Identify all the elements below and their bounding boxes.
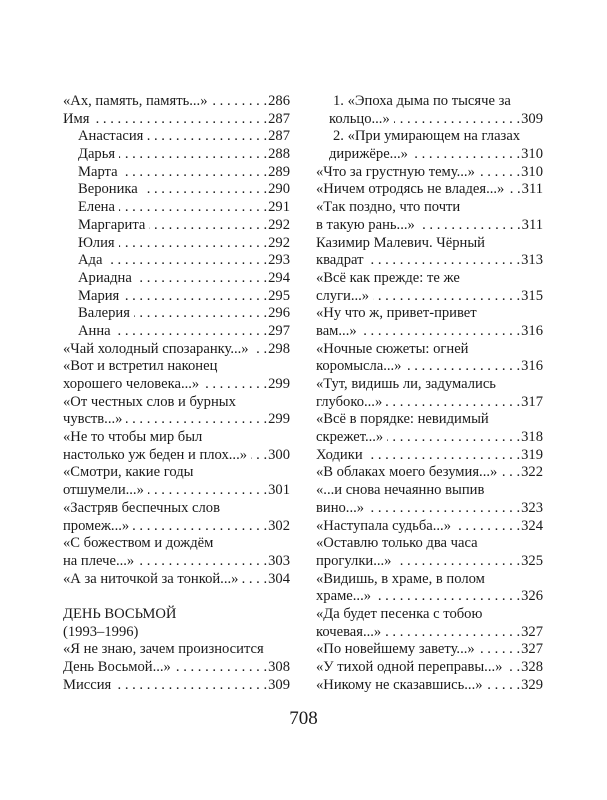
toc-entry-title: Марта: [78, 163, 118, 180]
toc-entry-line: [63, 270, 290, 288]
toc-entry[interactable]: [316, 464, 543, 482]
toc-page-number: 329: [521, 676, 543, 693]
toc-entry-title: на плече...»: [63, 552, 135, 569]
toc-entry[interactable]: [316, 199, 543, 234]
dot-leader: [405, 358, 520, 376]
toc-entry-title: «Я не знаю, зачем произносится: [63, 641, 264, 658]
dot-leader: [508, 181, 520, 199]
toc-entry-line: [63, 553, 290, 571]
toc-entry-title: Миссия: [63, 676, 112, 693]
dot-leader: [126, 411, 267, 429]
toc-page-number: 295: [268, 287, 290, 304]
dot-leader: [368, 500, 520, 518]
toc-entry-line: [316, 447, 543, 465]
dot-leader: [134, 305, 267, 323]
toc-page-number: 288: [268, 146, 290, 163]
toc-page-number: 318: [521, 429, 543, 446]
toc-entry[interactable]: [63, 270, 290, 288]
toc-entry-line: [63, 659, 290, 677]
toc-page-number: 328: [521, 659, 543, 675]
toc-entry-line: [316, 146, 543, 164]
toc-entry-line: [316, 270, 543, 288]
toc-entry-line: [316, 323, 543, 341]
toc-entry-line: [316, 376, 543, 394]
dot-leader: [455, 518, 520, 536]
toc-entry-title: вино...»: [316, 499, 365, 516]
toc-entry-title: «А за ниточкой за тонкой...»: [63, 570, 239, 587]
toc-entry-line: [63, 181, 290, 199]
dot-leader: [251, 447, 267, 465]
dot-leader: [375, 588, 520, 606]
toc-entry-line: [316, 677, 543, 695]
toc-page-number: 289: [268, 163, 290, 180]
toc-entry[interactable]: [63, 93, 290, 111]
toc-entry-title: 1. «Эпоха дыма по тысяче за: [333, 93, 511, 109]
toc-entry-title: Мария: [78, 287, 120, 304]
toc-entry-title: Ада: [78, 252, 103, 269]
dot-leader: [115, 323, 267, 341]
toc-entry-line: [316, 235, 543, 253]
toc-entry-line: [63, 235, 290, 253]
toc-entry-title: 2. «При умирающем на глазах: [333, 128, 521, 145]
toc-entry-title: «Не то чтобы мир был: [63, 429, 203, 446]
toc-entry[interactable]: [63, 323, 290, 341]
toc-entry[interactable]: [63, 394, 290, 429]
toc-page-number: 298: [268, 340, 290, 357]
dot-leader: [501, 464, 520, 482]
toc-entry[interactable]: [316, 641, 543, 659]
toc-entry-line: [63, 164, 290, 182]
toc-entry-line: [316, 252, 543, 270]
toc-page-number: 326: [521, 588, 543, 605]
toc-entry-line: [63, 376, 290, 394]
toc-entry-line: [63, 146, 290, 164]
toc-page-number: 287: [268, 128, 290, 145]
toc-page-number: 294: [268, 269, 290, 286]
toc-page-number: 308: [268, 659, 290, 675]
toc-entry-line: [63, 341, 290, 359]
toc-entry-title: «Да будет песенка с тобою: [316, 605, 483, 622]
toc-entry-title: «В облаках моего безумия...»: [316, 464, 498, 481]
toc-entry[interactable]: [316, 235, 543, 270]
toc-entry[interactable]: [63, 535, 290, 570]
toc-entry-title: скрежет...»: [316, 429, 384, 446]
toc-entry-title: квадрат: [316, 252, 364, 269]
toc-entry[interactable]: [316, 659, 543, 677]
section-heading: [63, 606, 290, 624]
toc-page-number: 316: [521, 322, 543, 339]
toc-entry-title: «Вот и встретил наконец: [63, 358, 218, 375]
toc-page-number: 327: [521, 623, 543, 640]
toc-entry-title: в такую рань...»: [316, 216, 415, 233]
dot-leader: [119, 235, 267, 253]
toc-entry-line: [316, 624, 543, 642]
toc-entry-title: отшумели...»: [63, 482, 144, 499]
toc-entry-line: [316, 217, 543, 235]
toc-entry-title: прогулки...»: [316, 552, 392, 569]
toc-entry-title: глубоко...»: [316, 393, 383, 410]
toc-page-number: 286: [268, 93, 290, 109]
toc-entry-title: «Видишь, в храме, в полом: [316, 570, 485, 587]
dot-leader: [212, 93, 268, 111]
toc-page-number: 310: [521, 163, 543, 180]
toc-entry-title: Анна: [78, 322, 111, 339]
toc-entry-line: [63, 677, 290, 695]
dot-leader: [175, 659, 267, 677]
toc-entry[interactable]: [316, 128, 543, 163]
toc-entry-title: чувств...»: [63, 411, 123, 428]
dot-leader: [373, 288, 520, 306]
toc-page-number: 293: [268, 252, 290, 269]
toc-page-number: 299: [268, 376, 290, 392]
toc-entry-line: [316, 429, 543, 447]
toc-entry-title: «Застряв беспечных слов: [63, 499, 220, 516]
toc-entry-line: [63, 199, 290, 217]
toc-entry[interactable]: [63, 305, 290, 323]
toc-entry[interactable]: [63, 164, 290, 182]
toc-page-number: 300: [268, 446, 290, 463]
toc-entry-line: [63, 535, 290, 553]
toc-entry-line: [63, 394, 290, 412]
toc-entry[interactable]: [316, 571, 543, 606]
toc-entry-title: кольцо...»: [329, 110, 390, 127]
toc-entry-line: [316, 128, 543, 146]
toc-entry-title: Маргарита: [78, 216, 146, 233]
toc-entry-line: [63, 128, 290, 146]
toc-entry-title: «Чай холодный спозаранку...»: [63, 340, 249, 357]
toc-entry-line: [63, 500, 290, 518]
toc-entry-title: кочевая...»: [316, 623, 382, 640]
toc-right-column: [316, 93, 543, 694]
toc-entry-line: [316, 535, 543, 553]
dot-leader: [412, 146, 520, 164]
toc-entry[interactable]: [316, 164, 543, 182]
toc-entry[interactable]: [63, 199, 290, 217]
toc-page-number: 324: [521, 517, 543, 534]
toc-entry-line: [316, 606, 543, 624]
toc-entry-line: [316, 553, 543, 571]
toc-entry-title: Анастасия: [78, 128, 144, 145]
toc-entry[interactable]: [63, 464, 290, 499]
toc-page-number: 309: [268, 676, 290, 693]
toc-entry-line: [316, 358, 543, 376]
toc-page-number: 296: [268, 305, 290, 322]
toc-entry-line: [316, 288, 543, 306]
toc-entry[interactable]: [63, 181, 290, 199]
dot-leader: [138, 553, 267, 571]
toc-entry-line: [63, 571, 290, 589]
toc-page-number: 310: [521, 146, 543, 163]
dot-leader: [147, 128, 267, 146]
toc-page-number: 287: [268, 110, 290, 127]
section-heading-text: ДЕНЬ ВОСЬМОЙ: [63, 605, 177, 622]
dot-leader: [367, 252, 520, 270]
toc-entry-line: [316, 500, 543, 518]
toc-page-number: 316: [521, 358, 543, 375]
toc-entry-line: [316, 411, 543, 429]
toc-entry-title: храме...»: [316, 588, 372, 605]
toc-entry-line: [63, 252, 290, 270]
dot-leader: [136, 270, 267, 288]
toc-entry-title: промеж...»: [63, 517, 130, 534]
toc-entry-title: Юлия: [78, 234, 115, 251]
dot-leader: [106, 252, 267, 270]
toc-entry-title: дирижёре...»: [329, 146, 408, 163]
toc-entry-line: [316, 659, 543, 677]
toc-entry-title: «От честных слов и бурных: [63, 393, 236, 410]
toc-entry-line: [63, 288, 290, 306]
dot-leader: [361, 323, 520, 341]
toc-entry[interactable]: [63, 217, 290, 235]
toc-entry-line: [316, 588, 543, 606]
dot-leader: [149, 217, 267, 235]
dot-leader: [123, 288, 267, 306]
toc-entry-title: Валерия: [78, 305, 130, 322]
toc-entry-title: «Никому не сказавшись...»: [316, 676, 483, 693]
toc-entry-line: [316, 394, 543, 412]
toc-page-number: 301: [268, 482, 290, 499]
toc-entry-line: [63, 464, 290, 482]
toc-entry[interactable]: [316, 482, 543, 517]
dot-leader: [253, 341, 268, 359]
toc-page-number: 323: [521, 499, 543, 516]
toc-entry-title: «Оставлю только два часа: [316, 535, 478, 552]
toc-entry[interactable]: [63, 677, 290, 695]
toc-entry-title: Дарья: [78, 146, 116, 163]
toc-entry-line: [316, 641, 543, 659]
toc-entry-line: [316, 181, 543, 199]
toc-page-number: 311: [521, 216, 543, 233]
section-heading-text: (1993–1996): [63, 623, 139, 640]
toc-entry-line: [316, 199, 543, 217]
dot-leader: [94, 111, 268, 129]
toc-entry-title: «Смотри, какие годы: [63, 464, 194, 481]
toc-entry[interactable]: [63, 641, 290, 676]
dot-leader: [419, 217, 521, 235]
toc-entry-line: [63, 429, 290, 447]
toc-entry[interactable]: [316, 518, 543, 536]
toc-entry-line: [316, 482, 543, 500]
toc-entry-title: «Тут, видишь ли, задумались: [316, 376, 496, 392]
toc-entry-line: [63, 323, 290, 341]
dot-leader: [506, 659, 520, 677]
toc-entry[interactable]: [63, 429, 290, 464]
toc-page-number: 319: [521, 446, 543, 463]
toc-entry-line: [316, 464, 543, 482]
toc-page-number: 322: [521, 464, 543, 481]
toc-entry-line: [316, 305, 543, 323]
toc-entry-title: «У тихой одной переправы...»: [316, 659, 503, 675]
toc-page-number: 311: [521, 181, 543, 198]
toc-entry-title: настолько уж беден и плох...»: [63, 446, 248, 463]
toc-entry-line: [316, 93, 543, 111]
toc-entry-line: [316, 571, 543, 589]
toc-page-number: 309: [521, 110, 543, 127]
toc-entry-line: [63, 305, 290, 323]
toc-entry-title: Ариадна: [78, 269, 132, 286]
toc-entry-line: [316, 341, 543, 359]
toc-entry[interactable]: [63, 146, 290, 164]
toc-entry[interactable]: [63, 111, 290, 129]
toc-page-number: 292: [268, 216, 290, 233]
toc-entry-title: хорошего человека...»: [63, 376, 200, 392]
dot-leader: [119, 146, 267, 164]
toc-page-number: 327: [521, 641, 543, 658]
dot-leader: [387, 429, 520, 447]
toc-left-column: [63, 93, 290, 694]
toc-entry-title: Имя: [63, 110, 90, 127]
dot-leader: [487, 677, 521, 695]
toc-entry-line: [63, 217, 290, 235]
toc-entry[interactable]: [63, 128, 290, 146]
toc-entry-line: [63, 411, 290, 429]
toc-entry-title: «Ночные сюжеты: огней: [316, 340, 469, 357]
toc-entry-line: [63, 93, 290, 111]
toc-page-number: 315: [521, 287, 543, 304]
toc-entry[interactable]: [316, 270, 543, 305]
toc-entry[interactable]: [63, 500, 290, 535]
toc-entry[interactable]: [63, 571, 290, 589]
toc-page-number: 317: [521, 393, 543, 410]
toc-entry[interactable]: [316, 606, 543, 641]
toc-page-number: 290: [268, 181, 290, 198]
toc-page-number: 291: [268, 199, 290, 216]
toc-entry[interactable]: [316, 447, 543, 465]
spacer: [63, 588, 290, 606]
dot-leader: [385, 624, 520, 642]
toc-entry[interactable]: [63, 358, 290, 393]
dot-leader: [133, 518, 267, 536]
toc-entry[interactable]: [316, 341, 543, 376]
toc-entry-title: «Так поздно, что почти: [316, 199, 461, 216]
toc-page-number: 292: [268, 234, 290, 251]
toc-entry-line: [63, 518, 290, 536]
toc-entry-title: День Восьмой...»: [63, 659, 171, 675]
toc-entry-title: коромысла...»: [316, 358, 402, 375]
toc-page-number: 325: [521, 552, 543, 569]
toc-entry-line: [63, 482, 290, 500]
toc-page-number: 304: [268, 570, 290, 587]
toc-entry[interactable]: [63, 235, 290, 253]
toc-entry-title: «По новейшему завету...»: [316, 641, 475, 658]
toc-entry-title: «Что за грустную тему...»: [316, 163, 475, 180]
toc-entry-title: «Всё в порядке: невидимый: [316, 411, 489, 428]
toc-entry-title: «Ах, память, память...»: [63, 93, 208, 109]
toc-entry-title: «Ну что ж, привет-привет: [316, 305, 477, 322]
dot-leader: [395, 553, 520, 571]
toc-entry[interactable]: [316, 93, 543, 128]
dot-leader: [115, 677, 267, 695]
toc-entry-line: [63, 447, 290, 465]
dot-leader: [394, 111, 520, 129]
toc-entry-title: «Всё как прежде: те же: [316, 269, 460, 286]
toc-entry-line: [63, 358, 290, 376]
toc-entry[interactable]: [63, 341, 290, 359]
dot-leader: [203, 376, 267, 394]
toc-entry[interactable]: [316, 181, 543, 199]
toc-entry-title: «Наступала судьба...»: [316, 517, 451, 534]
toc-page-number: 302: [268, 517, 290, 534]
toc-entry-title: слуги...»: [316, 287, 370, 304]
dot-leader: [242, 571, 267, 589]
toc-entry[interactable]: [316, 411, 543, 446]
toc-page-number: 299: [268, 411, 290, 428]
toc-entry-title: Вероника: [78, 181, 138, 198]
toc-entry[interactable]: [63, 288, 290, 306]
toc-entry-title: вам...»: [316, 322, 357, 339]
toc-entry-title: Ходики: [316, 446, 363, 463]
dot-leader: [148, 482, 267, 500]
toc-entry-title: «С божеством и дождём: [63, 535, 214, 552]
dot-leader: [142, 181, 267, 199]
toc-entry[interactable]: [316, 376, 543, 411]
toc-entry[interactable]: [316, 677, 543, 695]
toc-entry-title: Елена: [78, 199, 115, 216]
section-heading: [63, 624, 290, 642]
dot-leader: [479, 164, 520, 182]
dot-leader: [479, 641, 520, 659]
toc-entry[interactable]: [63, 252, 290, 270]
toc-page-number: 313: [521, 252, 543, 269]
toc-page-number: 303: [268, 552, 290, 569]
dot-leader: [367, 447, 520, 465]
toc-entry-title: «Ничем отродясь не владея...»: [316, 181, 505, 198]
dot-leader: [386, 394, 520, 412]
dot-leader: [122, 164, 268, 182]
toc-entry-line: [63, 641, 290, 659]
page-number: 708: [289, 708, 318, 729]
toc-entry-line: [316, 518, 543, 536]
dot-leader: [119, 199, 267, 217]
toc-entry[interactable]: [316, 535, 543, 570]
toc-entry-line: [63, 111, 290, 129]
toc-page-number: 297: [268, 322, 290, 339]
toc-entry-title: Казимир Малевич. Чёрный: [316, 234, 485, 251]
toc-entry-line: [316, 111, 543, 129]
toc-entry-title: «...и снова нечаянно выпив: [316, 482, 485, 499]
toc-entry[interactable]: [316, 305, 543, 340]
toc-entry-line: [316, 164, 543, 182]
